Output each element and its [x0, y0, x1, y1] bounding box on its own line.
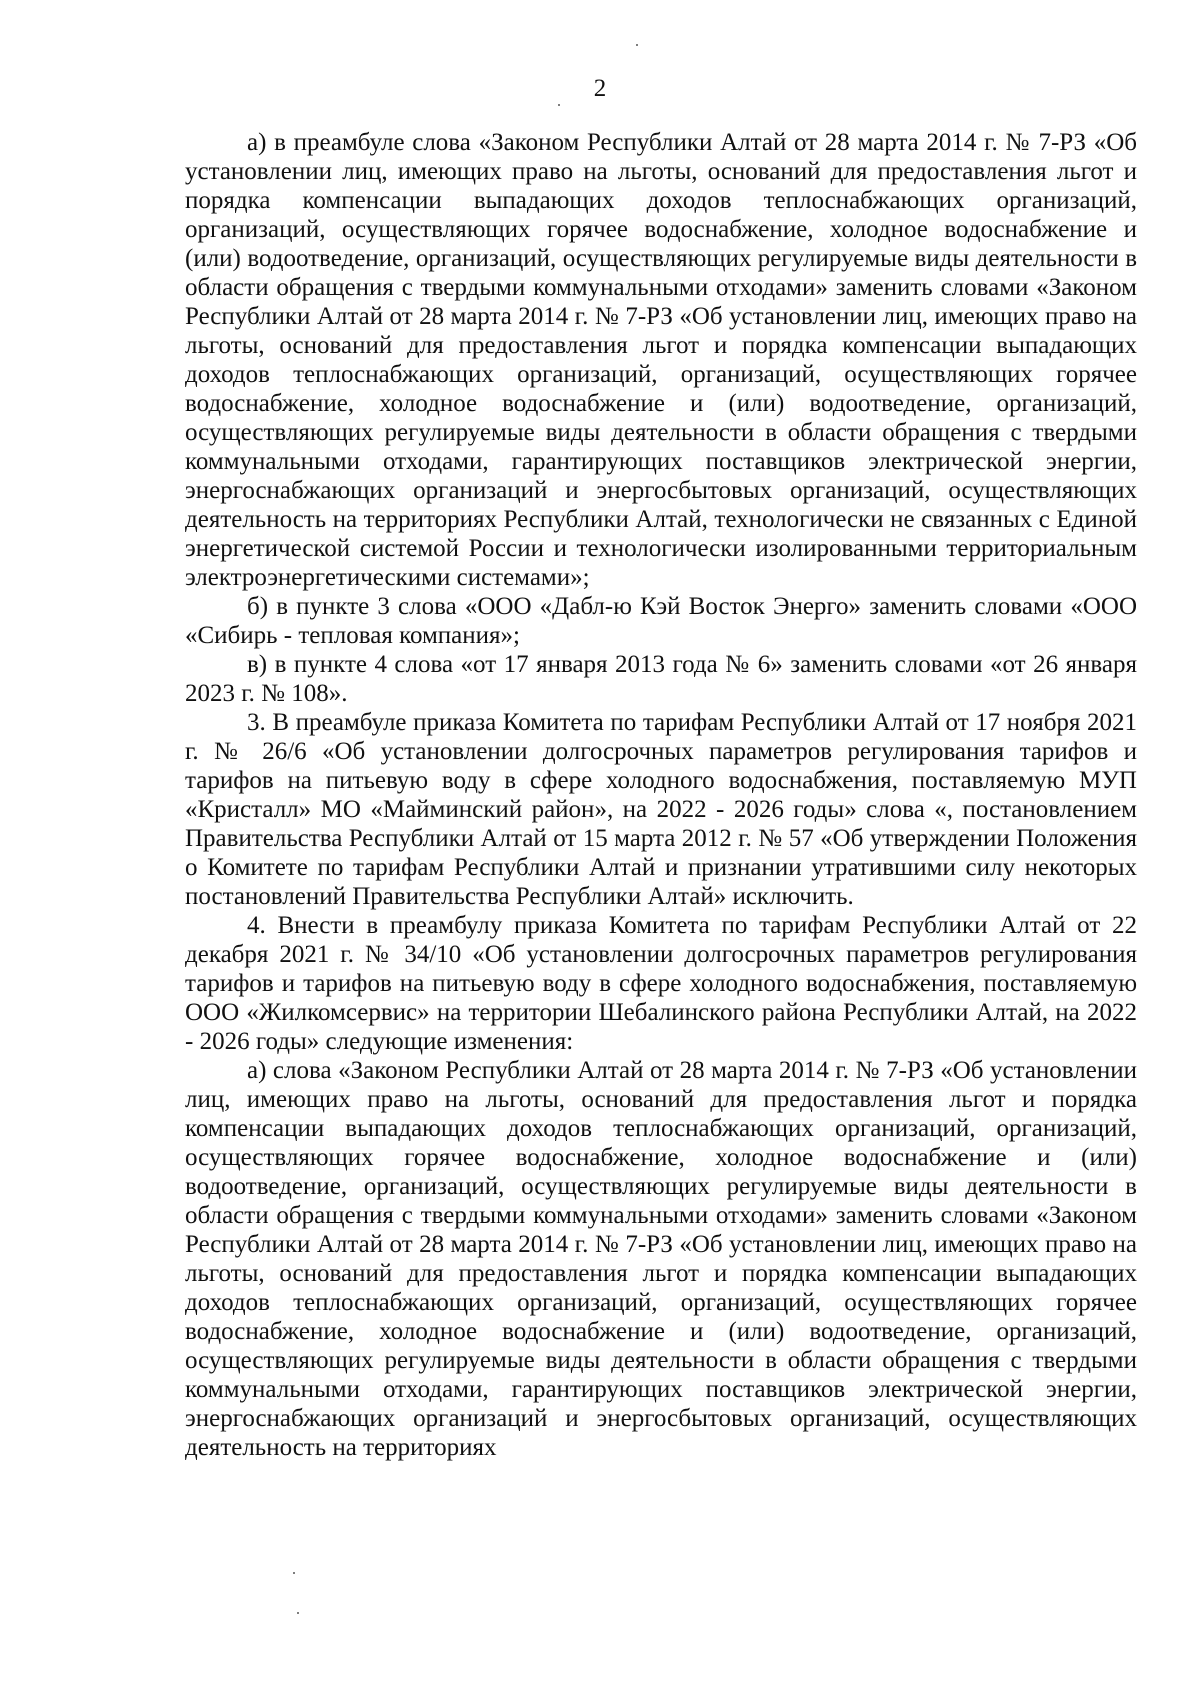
paragraph-2c: в) в пункте 4 слова «от 17 января 2013 года № 6» заменить словами «от 26 января 2023 г. № 108». — [185, 651, 1137, 707]
paragraph-4: 4. Внести в преамбулу приказа Комитета по тарифам Республики Алтай от 22 декабря 2021 г. № 34/10 «Об установлении долгосрочных параметров регулирования тарифов и тарифов на питьевую воду в сфере холодного водоснабжения, поставляемую ООО «Жилкомсервис» на территории Шебалинского района Республики Алтай, на 2022 - 2026 годы» следующие изменения: — [185, 912, 1137, 1055]
paragraph-2b: б) в пункте 3 слова «ООО «Дабл-ю Кэй Восток Энерго» заменить словами «ООО «Сибирь - тепловая компания»; — [185, 593, 1137, 649]
paragraph-4a: а) слова «Законом Республики Алтай от 28 марта 2014 г. № 7-РЗ «Об установлении лиц, имеющих право на льготы, оснований для предоставления льгот и порядка компенсации выпадающих доходов теплоснабжающих организаций, организаций, осуществляющих горячее водоснабжение, холодное водоснабжение и (или) водоотведение, организаций, осуществляющих регулируемые виды деятельности в области обращения с твердыми коммунальными отходами» заменить словами «Законом Республики Алтай от 28 марта 2014 г. № 7-РЗ «Об установлении лиц, имеющих право на льготы, оснований для предоставления льгот и порядка компенсации выпадающих доходов теплоснабжающих организаций, организаций, осуществляющих горячее водоснабжение, холодное водоснабжение и (или) водоотведение, организаций, осуществляющих регулируемые виды деятельности в области обращения с твердыми коммунальными отходами, гарантирующих поставщиков электрической энергии, энергоснабжающих организаций и энергосбытовых организаций, осуществляющих деятельность на территориях — [185, 1057, 1137, 1461]
scan-speck — [297, 1612, 299, 1614]
scan-speck — [293, 1572, 295, 1574]
scan-speck — [558, 104, 560, 106]
page-number: 2 — [593, 75, 607, 102]
scan-speck — [636, 44, 638, 46]
paragraph-3: 3. В преамбуле приказа Комитета по тарифам Республики Алтай от 17 ноября 2021 г. № 26/6 «Об установлении долгосрочных параметров регулирования тарифов и тарифов на питьевую воду в сфере холодного водоснабжения, поставляемую МУП «Кристалл» МО «Майминский район», на 2022 - 2026 годы» слова «, постановлением Правительства Республики Алтай от 15 марта 2012 г. № 57 «Об утверждении Положения о Комитете по тарифам Республики Алтай и признании утратившими силу некоторых постановлений Правительства Республики Алтай» исключить. — [185, 709, 1137, 910]
document-body — [185, 128, 1137, 1462]
paragraph-2a: а) в преамбуле слова «Законом Республики Алтай от 28 марта 2014 г. № 7-РЗ «Об установлении лиц, имеющих право на льготы, оснований для предоставления льгот и порядка компенсации выпадающих доходов теплоснабжающих организаций, организаций, осуществляющих горячее водоснабжение, холодное водоснабжение и (или) водоотведение, организаций, осуществляющих регулируемые виды деятельности в области обращения с твердыми коммунальными отходами» заменить словами «Законом Республики Алтай от 28 марта 2014 г. № 7-РЗ «Об установлении лиц, имеющих право на льготы, оснований для предоставления льгот и порядка компенсации выпадающих доходов теплоснабжающих организаций, организаций, осуществляющих горячее водоснабжение, холодное водоснабжение и (или) водоотведение, организаций, осуществляющих регулируемые виды деятельности в области обращения с твердыми коммунальными отходами, гарантирующих поставщиков электрической энергии, энергоснабжающих организаций и энергосбытовых организаций, осуществляющих деятельность на территориях Республики Алтай, технологически не связанных с Единой энергетической системой России и технологически изолированными территориальным электроэнергетическими системами»; — [185, 129, 1137, 591]
